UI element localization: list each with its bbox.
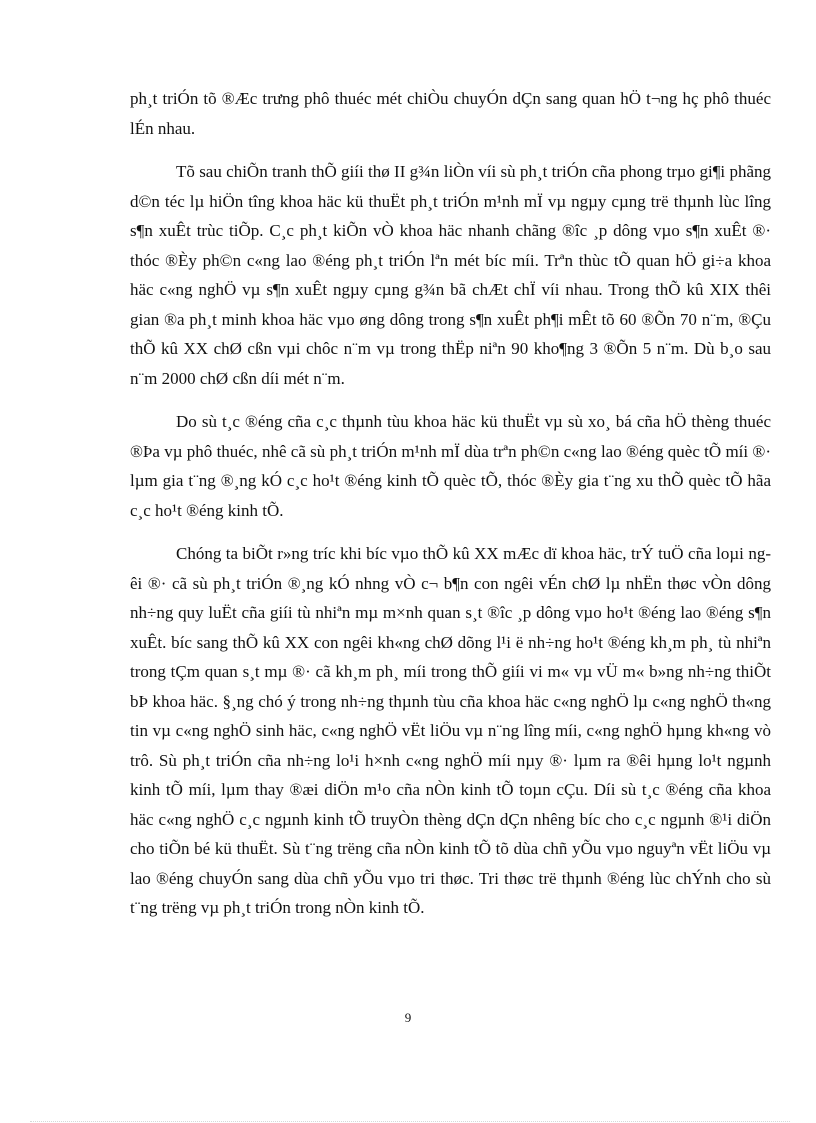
paragraph-3: Do sù t¸c ®éng cña c¸c thµnh tùu khoa häc kü thuËt vµ sù xo¸ bá cña hÖ thèng thuéc ®Þa vµ phô thuéc, nhê cã sù ph¸t triÓn m¹nh mÏ dùa trªn ph©n c«ng lao ®éng quèc tÕ míi ®· lµm gia t¨ng ®¸ng kÓ c¸c ho¹t ®éng kinh tÕ quèc tÕ, thóc ®Èy gia t¨ng xu thÕ quèc tÕ hãa c¸c ho¹t ®éng kinh tÕ. [130, 412, 771, 520]
paragraph-4: Chóng ta biÕt r»ng tríc khi bíc vµo thÕ kû XX mÆc dï khoa häc, trÝ tuÖ cña loµi ngêi ®· cã sù ph¸t triÓn ®¸ng kÓ nhng vÒ c¬ b¶n con ngêi vÉn chØ lµ nhËn thøc vÒn dông nh÷ng quy luËt cña giíi tù nhiªn mµ m×nh quan s¸t ®îc ¸p dông vµo ho¹t ®éng lao ®éng s¶n xuÊt. bíc sang thÕ kû XX con ngêi kh«ng chØ dõng l¹i ë nh÷ng ho¹t ®éng kh¸m ph¸ tù nhiªn trong tÇm quan s¸t mµ ®· cã kh¸m ph¸ míi trong thÕ giíi vi m« vµ vÜ m« b»ng nh÷ng thiÕt bÞ khoa häc. §¸ng chó ý trong nh÷ng thµnh tùu cña khoa häc c«ng nghÖ lµ c«ng nghÖ th«ng tin vµ c«ng nghÖ sinh häc, c«ng nghÖ vËt liÖu vµ n¨ng lîng míi, c«ng nghÖ hµng kh«ng vò trô. Sù ph¸t triÓn cña nh÷ng lo¹i h×nh c«ng nghÖ míi nµy ®· lµm ra ®êi hµng lo¹t ngµnh kinh tÕ míi, lµm thay ®æi diÖn m¹o cña nÒn kinh tÕ toµn cÇu. Díi sù t¸c ®éng cña khoa häc c«ng nghÖ c¸c ngµnh kinh tÕ truyÒn thèng dÇn dÇn nhêng bíc cho c¸c ngµnh ®¹i diÖn cho tiÕn bé kü thuËt. Sù t¨ng trëng cña nÒn kinh tÕ tõ dùa chñ yÕu vµo nguyªn vËt liÖu vµ lao ®éng chuyÓn sang dùa chñ yÕu vµo tri thøc. Tri thøc trë thµnh ®éng lùc chÝnh cho sù t¨ng trëng vµ ph¸t triÓn trong nÒn kinh tÕ. [130, 544, 771, 917]
body-text [130, 84, 771, 923]
page-number: 9 [404, 1010, 412, 1025]
paragraph-1: ph¸t triÓn tõ ®Æc trưng phô thuéc mét chiÒu chuyÓn dÇn sang quan hÖ t¬ng hç phô thuéc lÉn nhau. [130, 89, 771, 138]
page-bottom-divider [30, 1121, 790, 1122]
paragraph-2: Tõ sau chiÕn tranh thÕ giíi thø II g¾n liÒn víi sù ph¸t triÓn cña phong trµo gi¶i phãng d©n téc lµ hiÖn tîng khoa häc kü thuËt ph¸t triÓn m¹nh mÏ vµ ngµy cµng trë thµnh lùc lîng s¶n xuÊt trùc tiÕp. C¸c ph¸t kiÕn vÒ khoa häc nhanh chãng ®îc ¸p dông vµo s¶n xuÊt ®· thóc ®Èy ph©n c«ng lao ®éng ph¸t triÓn lªn mét bíc míi. Trªn thùc tÕ quan hÖ gi÷a khoa häc c«ng nghÖ vµ s¶n xuÊt ngµy cµng g¾n bã chÆt chÏ víi nhau. Trong thÕ kû XIX thêi gian ®a ph¸t minh khoa häc vµo øng dông trong s¶n xuÊt ph¶i mÊt tõ 60 ®Õn 70 n¨m, ®Çu thÕ kû XX chØ cßn vµi chôc n¨m vµ trong thËp niªn 90 kho¶ng 3 ®Õn 5 n¨m. Dù b¸o sau n¨m 2000 chØ cßn díi mét n¨m. [130, 162, 771, 388]
